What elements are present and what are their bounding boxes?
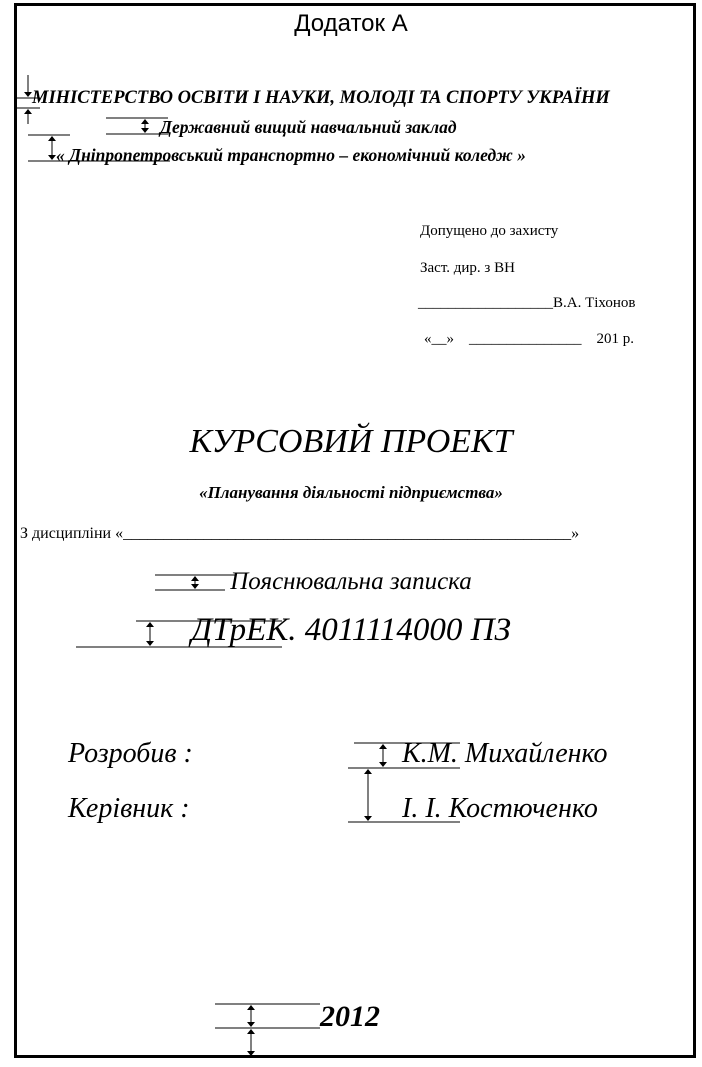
annotation-arrowhead: [379, 762, 387, 767]
annotation-arrowhead: [24, 92, 32, 97]
annotation-arrowhead: [364, 816, 372, 821]
annotation-arrowhead: [48, 136, 56, 141]
annotation-arrowhead: [379, 744, 387, 749]
developer-role: Розробив :: [68, 738, 193, 769]
supervisor-name: І. І. Костюченко: [402, 793, 598, 824]
annotation-arrowhead: [247, 1051, 255, 1056]
institution-type: Державний вищий навчальний заклад: [160, 117, 457, 137]
annotation-arrowhead: [247, 1022, 255, 1027]
annotation-arrowhead: [191, 576, 199, 581]
document-year: 2012: [320, 1000, 380, 1033]
discipline-close: »: [571, 525, 580, 542]
signature-line: __________________: [418, 295, 553, 311]
annotation-arrowhead: [247, 1005, 255, 1010]
date-year: 201 р.: [596, 331, 634, 347]
annotation-arrowhead: [191, 584, 199, 589]
document-title: КУРСОВИЙ ПРОЕКТ: [189, 423, 513, 460]
admitted-label: Допущено до захисту: [420, 223, 559, 239]
annotation-arrowhead: [48, 155, 56, 160]
annotation-arrowhead: [146, 622, 154, 627]
date-open-quote: «: [424, 331, 432, 347]
note-label: Пояснювальна записка: [230, 568, 472, 595]
annotation-arrowhead: [141, 119, 149, 124]
supervisor-role: Керівник :: [68, 793, 190, 824]
ministry-name: МІНІСТЕРСТВО ОСВІТИ І НАУКИ, МОЛОДІ ТА СПОРТУ УКРАЇНИ: [32, 88, 610, 108]
discipline-label: З дисципліни «: [20, 525, 124, 542]
approver-name: В.А. Тіхонов: [553, 295, 636, 311]
annotation-arrowhead: [146, 641, 154, 646]
annotation-arrowhead: [364, 769, 372, 774]
discipline-blank: ________________________________________________________: [123, 525, 572, 542]
date-day-blank: __: [431, 331, 447, 347]
college-name: « Дніпропетровський транспортно – економічний коледж »: [56, 145, 526, 165]
date-close-quote: »: [446, 331, 454, 347]
appendix-title: Додаток А: [294, 10, 408, 37]
annotation-arrowhead: [141, 128, 149, 133]
annotation-arrowhead: [24, 109, 32, 114]
annotation-arrowhead: [247, 1029, 255, 1034]
project-topic: «Планування діяльності підприємства»: [199, 483, 503, 502]
document-code: ДТрЕК. 4011114000 ПЗ: [191, 612, 511, 648]
position-label: Заст. дир. з ВН: [420, 260, 515, 276]
date-month-blank: _______________: [469, 331, 582, 347]
developer-name: К.М. Михайленко: [402, 738, 608, 769]
